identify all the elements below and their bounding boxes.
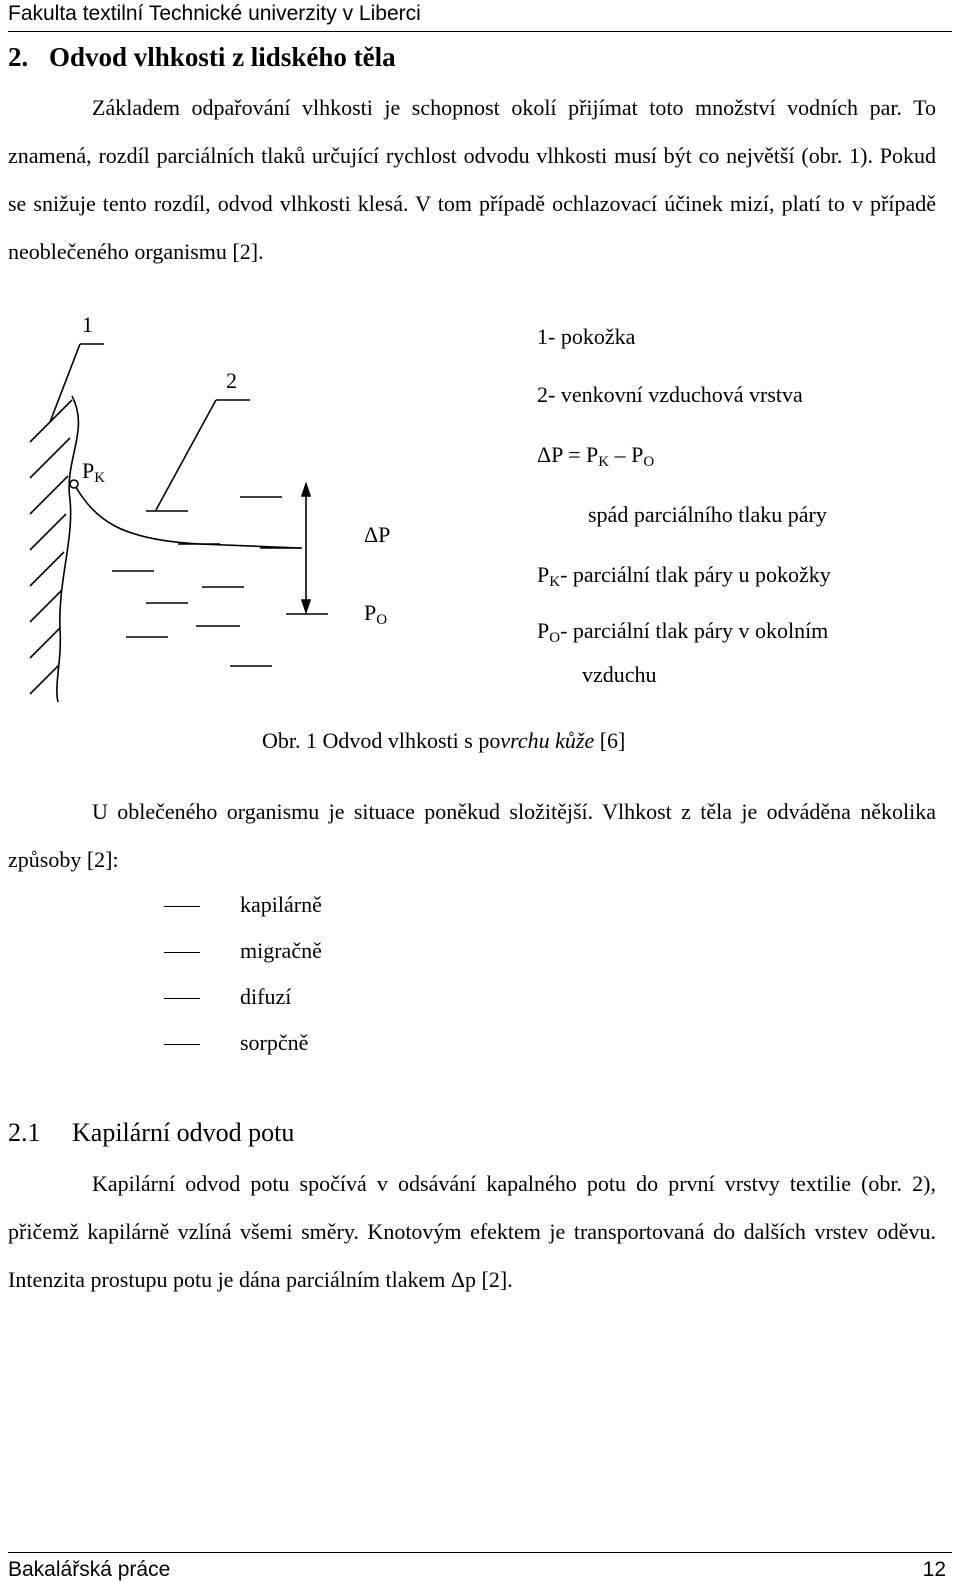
subsection-title: Kapilární odvod potu — [72, 1118, 295, 1147]
subsection-heading — [8, 1118, 294, 1148]
header-rule — [8, 31, 952, 32]
label-1: 1 — [82, 312, 93, 337]
footer-label: Bakalářská práce — [8, 1558, 171, 1581]
desc-po-line2: vzduchu — [582, 662, 657, 687]
desc-pk: $P_K-$ parciální tlak páry u pokožky — [537, 562, 831, 590]
method-list — [160, 882, 322, 1066]
capillary-text: Kapilární odvod potu spočívá v odsávání kapalného potu do první vrstvy textilie (obr. 2), přičemž kapilárně vzlíná všemi směry. Knotovým efektem je transportovaná do dalších vrstev oděvu. Intenzita prostupu potu je dána parciálním tlakem Δp [2]. — [8, 1171, 936, 1292]
capillary-paragraph — [8, 1160, 936, 1304]
pk-label: $P_K$ — [82, 458, 106, 486]
page-number: 12 — [922, 1558, 946, 1581]
skin-boundary — [57, 396, 79, 702]
list-item: kapilárně — [160, 882, 322, 928]
section-number: 2. — [8, 42, 29, 72]
footer-rule — [8, 1552, 952, 1553]
intro-paragraph — [8, 84, 936, 276]
pk-point — [70, 480, 78, 488]
clothed-paragraph — [8, 788, 936, 884]
delta-p-label: ΔP — [364, 522, 391, 547]
leader-line-2 — [156, 400, 216, 510]
page-header: Fakulta textilní Technické univerzity v Liberci — [8, 2, 421, 25]
legend-item-2: 2- venkovní vzduchová vrstva — [537, 382, 803, 407]
intro-text: Základem odpařování vlhkosti je schopnost okolí přijímat toto množství vodních par. To znamená, rozdíl parciálních tlaků určující rychlost odvodu vlhkosti musí být co největší (obr. 1). Pokud se snižuje tento rozdíl, odvod vlhkosti klesá. V tom případě ochlazovací účinek mizí, platí to v případě neoblečeného organismu [2]. — [8, 95, 936, 264]
list-item: sorpčně — [160, 1020, 322, 1066]
equation: $\Delta P = P_K - P_O$ — [537, 442, 655, 470]
leader-line-1 — [50, 344, 80, 422]
subsection-number: 2.1 — [8, 1118, 41, 1147]
pressure-curve — [74, 484, 300, 548]
desc-po: $P_O-$ parciální tlak páry v okolním — [537, 618, 829, 646]
figure-caption: Obr. 1 Odvod vlhkosti s povrchu kůže [6] — [262, 728, 626, 753]
section-heading — [8, 42, 396, 73]
label-2: 2 — [226, 368, 237, 393]
list-item: difuzí — [160, 974, 322, 1020]
list-item: migračně — [160, 928, 322, 974]
po-label: $P_O$ — [364, 600, 388, 628]
section-title: Odvod vlhkosti z lidského těla — [49, 42, 396, 72]
desc-delta-p: spád parciálního tlaku páry — [588, 502, 827, 527]
legend-item-1: 1- pokožka — [537, 324, 636, 349]
figure-1 — [0, 300, 960, 740]
clothed-text: U oblečeného organismu je situace poněkud složitější. Vlhkost z těla je odváděna několika způsoby [2]: — [8, 799, 936, 872]
